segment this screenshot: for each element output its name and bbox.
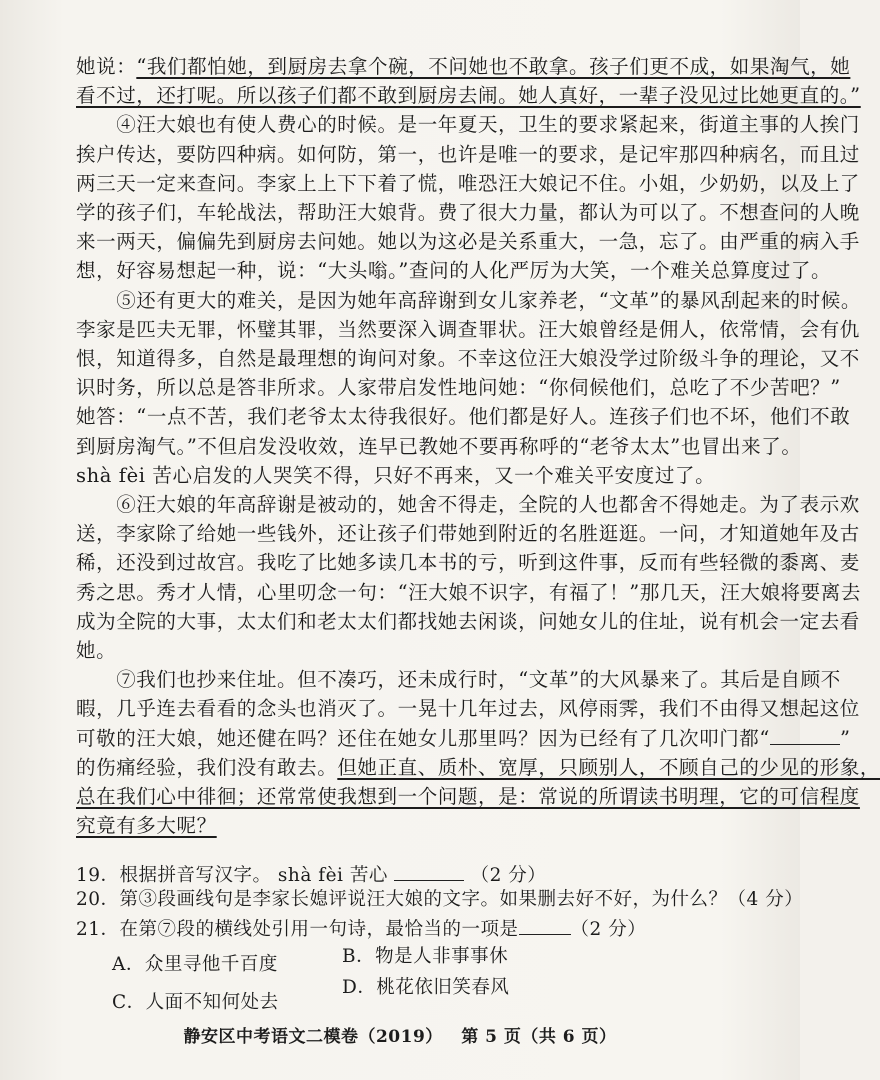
passage-text: 来一两天，偏偏先到厨房去问她。她以为这必是关系重大，一急，忘了。由严重的病入手 [76,230,860,254]
option-a: A．众里寻他千百度 [112,954,278,975]
passage-line [76,315,860,345]
passage-line [76,665,841,695]
passage-text: 恨，知道得多，自然是最理想的询问对象。不幸这位汪大娘没学过阶级斗争的理论，又不 [76,347,860,370]
passage-line [76,140,860,170]
passage-text: ⑦我们也抄来住址。但不凑巧，还未成行时，“文革”的大风暴来了。其后是自顾不 [76,668,841,692]
passage-line [76,519,860,549]
underlined-text: 总在我们心中徘徊；还常常使我想到一个问题，是：常说的所谓读书明理，它的可信程度 [76,785,860,808]
passage-text: ” [839,726,851,750]
passage-line [76,373,841,403]
passage-text: 她说： [76,55,137,78]
passage-line [76,782,860,812]
exam-title: 静安区中考语文二模卷（2019） [183,1027,443,1047]
passage-text: 挨户传达，要防四种病。如何防，第一，也许是唯一的要求，是记牢那四种病名，而且过 [76,142,860,166]
passage-text: 想，好容易想起一种，说：“大头嗡。”查问的人化严厉为大笑，一个难关总算度过了。 [76,259,832,283]
passage-line [76,724,851,754]
passage-text: 她。 [76,639,117,662]
passage-line [76,694,860,724]
passage-text: 的伤痛经验，我们没有敢去。 [76,755,338,779]
passage-text: 到厨房淘气。”不但启发没收效，连早已教她不要再称呼的“老爷太太”也冒出来了。 [76,434,802,458]
passage-text: 秀之思。秀才人情，心里叨念一句：“汪大娘不识字，有福了！”那几天，汪大娘将要离去 [76,580,861,604]
passage-line [76,461,736,491]
question-text: （2 分） [464,865,547,886]
passage-line [76,52,851,82]
passage-line [76,81,861,111]
passage-text: ④汪大娘也有使人费心的时候。是一年夏天，卫生的要求紧起来，街道主事的人挨门 [76,113,860,137]
passage-line [76,286,861,316]
passage-line [76,198,860,228]
passage-text: 李家是匹夫无罪，怀璧其罪，当然要深入调查罪状。汪大娘曾经是佣人，依常情，会有仇 [76,317,860,341]
question-text: 21．在第⑦段的横线处引用一句诗，最恰当的一项是 [76,919,519,940]
underlined-text: 究竟有多大呢？ [76,814,217,838]
passage-text: 她答：“一点不苦，我们老爷太太待我很好。他们都是好人。连孩子们也不坏，他们不敢 [76,405,851,429]
answer-blank [770,726,840,745]
underlined-text: “我们都怕她，到厨房去拿个碗，不问她也不敢拿。孩子们更不成，如果淘气，她 [136,55,851,78]
page-number: 第 5 页（共 6 页） [461,1027,617,1047]
page-footer [0,1022,800,1047]
passage-line [76,227,860,257]
passage-text: 学的孩子们，车轮战法，帮助汪大娘背。费了很大力量，都认为可以了。不想查问的人晚 [76,201,860,224]
passage-line [76,811,736,841]
question-text: 20．第③段画线句是李家长媳评说汪大娘的文字。如果删去好不好，为什么？（4 分） [76,889,804,910]
passage-text: ⑥汪大娘的年高辞谢是被动的，她舍不得走，全院的人也都舍不得她走。为了表示欢 [76,493,860,516]
passage-line [76,636,736,666]
option-b: B．物是人非事事休 [342,946,509,967]
option-c: C．人面不知何处去 [112,992,279,1013]
passage-line [76,607,860,637]
passage-text: ⑤还有更大的难关，是因为她年高辞谢到女儿家养老，“文革”的暴风刮起来的时候。 [76,288,861,312]
passage-text: 成为全院的大事，太太们和老太太们都找她去闲谈，问她女儿的住址，说有机会一定去看 [76,609,860,633]
passage-line [76,548,860,578]
underlined-text: 但她正直、质朴、宽厚，只顾别人，不顾自己的少见的形象， [337,755,880,779]
underlined-text: 看不过，还打呢。所以孩子们都不敢到厨房去闹。她人真好，一辈子没见过比她更直的。” [76,84,861,108]
question-text: 19．根据拼音写汉字。 shà fèi 苦心 [76,865,395,886]
passage-line [76,432,802,462]
passage-line [76,256,832,286]
passage-text: 稀，还没到过故宫。我吃了比她多读几本书的亏，听到这件事，反而有些轻微的黍离、麦 [76,551,860,575]
passage-line [76,344,860,374]
passage-line [76,753,880,783]
option-d: D．桃花依旧笑春风 [342,977,510,998]
question-20 [76,886,803,914]
passage-text: 送，李家除了给她一些钱外，还让孩子们带她到附近的名胜逛逛。一问，才知道她年及古 [76,522,860,546]
passage-line [76,402,851,432]
question-21 [76,916,646,944]
answer-blank[interactable] [519,916,571,935]
passage-line [76,578,861,608]
passage-line [76,169,860,199]
question-text: （2 分） [570,919,647,940]
passage-line [76,490,860,520]
passage-text: 暇，几乎连去看看的念头也消灭了。一晃十几年过去，风停雨霁，我们不由得又想起这位 [76,697,860,721]
answer-blank[interactable] [394,862,464,881]
passage-line [76,110,860,140]
passage-text: 可敬的汪大娘，她还健在吗？还住在她女儿那里吗？因为已经有了几次叩门都“ [76,726,770,750]
passage-text: 识时务，所以总是答非所求。人家带启发性地问她：“你伺候他们，总吃了不少苦吧？” [76,376,841,400]
passage-text: 两三天一定来查问。李家上上下下着了慌，唯恐汪大娘记不住。小姐，少奶奶，以及上了 [76,171,860,195]
passage-text: shà fèi 苦心启发的人哭笑不得，只好不再来，又一个难关平安度过了。 [76,463,716,487]
